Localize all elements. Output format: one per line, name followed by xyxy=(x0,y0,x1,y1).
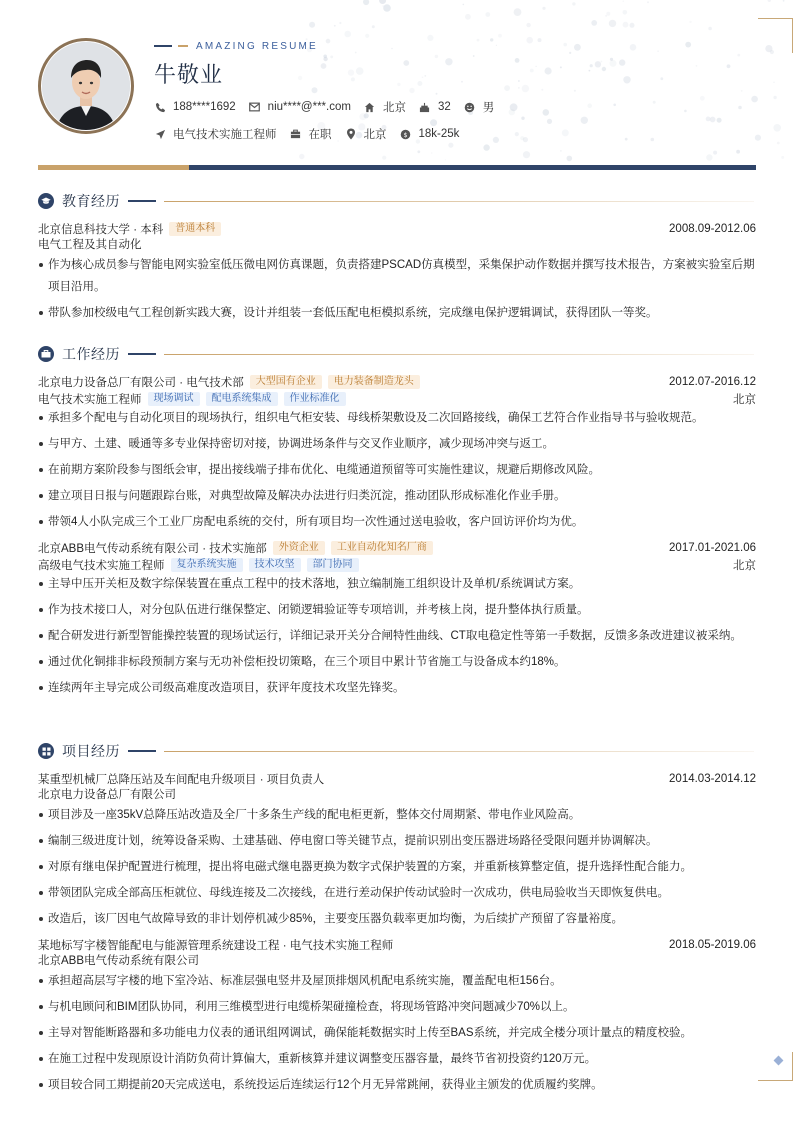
section-projects-heading xyxy=(38,741,754,761)
company-name: 北京ABB电气传动系统有限公司 · 技术实施部 xyxy=(38,542,267,555)
speckle-dot xyxy=(606,12,610,16)
speckle-dot xyxy=(323,55,327,59)
speckle-dot xyxy=(448,143,453,148)
age-text: 32 xyxy=(437,101,451,113)
speckle-dot xyxy=(574,90,576,92)
speckle-dot xyxy=(572,2,575,5)
list-item: 编制三级进度计划，统筹设备采购、土建基础、停电窗口等关键节点，提前识别出变压器进场路径受限问题并协调解决。 xyxy=(38,830,756,852)
svg-text:$: $ xyxy=(403,130,408,139)
list-item: 作为技术接口人，对分包队伍进行继保整定、闭锁逻辑验证等专项培训，并考核上岗，提升整体执行质量。 xyxy=(38,599,756,621)
speckle-dot xyxy=(590,64,593,67)
work-role-row xyxy=(38,390,756,407)
speckle-dot xyxy=(515,132,519,136)
speckle-dot xyxy=(339,22,341,24)
speckle-dot xyxy=(382,156,386,160)
age-item xyxy=(419,101,451,113)
corner-ornament-bottom xyxy=(758,1052,793,1081)
speckle-dot xyxy=(493,137,499,143)
project-date: 2018.05-2019.06 xyxy=(669,938,756,951)
speckle-dot xyxy=(653,101,656,104)
project-entry-header xyxy=(38,936,756,953)
speckle-dot xyxy=(521,117,524,120)
speckle-dot xyxy=(436,93,438,95)
speckle-dot xyxy=(403,60,409,66)
email-text: niu****@***.com xyxy=(267,101,351,113)
speckle-dot xyxy=(609,20,616,27)
speckle-dot xyxy=(623,1,624,2)
speckle-dot xyxy=(542,7,545,10)
speckle-dot xyxy=(530,69,534,73)
speckle-dot xyxy=(543,109,550,116)
role-title: 高级电气技术实施工程师 xyxy=(38,559,165,572)
speckle-dot xyxy=(595,61,601,67)
list-item: 与甲方、土建、暖通等多专业保持密切对接，协调进场条件与交叉作业顺序，减少现场冲突与返工。 xyxy=(38,433,756,455)
education-bullets xyxy=(38,254,756,324)
company-name: 北京电力设备总厂有限公司 · 电气技术部 xyxy=(38,376,244,389)
speckle-dot xyxy=(684,110,687,113)
speckle-dot xyxy=(610,60,617,67)
status-item xyxy=(290,126,332,142)
speckle-dot xyxy=(427,35,433,41)
speckle-dot xyxy=(727,64,731,68)
salary-item xyxy=(400,128,460,140)
project-bullets xyxy=(38,804,756,930)
section-education-heading xyxy=(38,191,754,211)
speckle-dot xyxy=(700,96,705,101)
gender-item xyxy=(464,99,495,115)
work-date: 2012.07-2016.12 xyxy=(669,375,756,388)
education-entry xyxy=(38,220,756,328)
briefcase-icon xyxy=(290,128,302,140)
speckle-dot xyxy=(356,67,364,75)
speckle-dot xyxy=(372,25,375,28)
company-tag: 外资企业 xyxy=(273,541,325,555)
speckle-dot xyxy=(738,106,742,110)
work-entry xyxy=(38,539,756,703)
speckle-dot xyxy=(383,4,391,12)
speckle-dot xyxy=(755,135,761,141)
speckle-dot xyxy=(417,150,420,153)
speckle-dot xyxy=(581,117,588,124)
speckle-dot xyxy=(563,43,567,47)
speckle-dot xyxy=(514,8,522,16)
cake-icon xyxy=(419,101,431,113)
list-item: 配合研发进行新型智能操控装置的现场试运行，详细记录开关分合闸特性曲线、CT取电稳定性等第一手数据，反馈多条改进建议被采纳。 xyxy=(38,625,756,647)
gender-text: 男 xyxy=(482,102,495,114)
salary-text: 18k-25k xyxy=(418,128,460,140)
project-date: 2014.03-2014.12 xyxy=(669,772,756,785)
money-icon xyxy=(400,128,412,140)
speckle-dot xyxy=(536,66,537,67)
graduation-cap-icon xyxy=(38,193,54,209)
speckle-dot xyxy=(321,63,327,69)
speckle-dot xyxy=(485,12,490,17)
tagline-text: AMAZING RESUME xyxy=(196,40,318,52)
speckle-dot xyxy=(560,150,562,152)
speckle-dot xyxy=(344,31,351,38)
speckle-dot xyxy=(647,1,649,3)
speckle-dot xyxy=(515,58,520,63)
speckle-dot xyxy=(708,27,712,31)
work-location: 北京 xyxy=(733,393,756,406)
section-work-heading xyxy=(38,344,754,364)
avatar xyxy=(42,42,130,130)
speckle-dot xyxy=(660,77,663,80)
city-text: 北京 xyxy=(382,102,406,114)
speckle-dot xyxy=(312,87,318,93)
speckle-dot xyxy=(737,54,740,57)
speckle-dot xyxy=(713,151,717,155)
list-item: 作为核心成员参与智能电网实验室低压微电网仿真课题，负责搭建PSCAD仿真模型，采集保护动作数据并撰写技术报告，方案被实验室后期项目沿用。 xyxy=(38,254,756,298)
speckle-dot xyxy=(330,56,333,59)
speckle-dot xyxy=(777,142,780,145)
speckle-dot xyxy=(625,138,628,141)
section-title-bar xyxy=(128,200,156,202)
project-name: 某重型机械厂总降压站及车间配电升级项目 · 项目负责人 xyxy=(38,773,325,786)
resume-tagline xyxy=(154,39,318,53)
work-date: 2017.01-2021.06 xyxy=(669,541,756,554)
speckle-dot xyxy=(397,83,400,86)
speckle-dot xyxy=(706,154,712,160)
speckle-dot xyxy=(518,80,520,82)
speckle-dot xyxy=(348,69,354,75)
contact-info-row xyxy=(154,99,507,115)
email-item xyxy=(249,101,351,113)
list-item: 承担多个配电与自动化项目的现场执行，组织电气柜安装、母线桥架敷设及二次回路接线，确保工艺符合作业指导书与验收规范。 xyxy=(38,407,756,429)
corner-ornament-top xyxy=(758,18,793,53)
company-tag: 电力装备制造龙头 xyxy=(328,375,420,389)
speckle-dot xyxy=(623,76,630,83)
speckle-dot xyxy=(409,88,414,93)
speckle-dot xyxy=(382,5,384,7)
speckle-dot xyxy=(773,96,776,99)
list-item: 对原有继电保护配置进行梳理，提出将电磁式继电器更换为数字式保护装置的方案，并重新核算整定值，提升选择性配合能力。 xyxy=(38,856,756,878)
speckle-dot xyxy=(541,89,543,91)
job-title-text: 电气技术实施工程师 xyxy=(173,129,277,141)
phone-item xyxy=(154,101,236,113)
section-title-rule xyxy=(164,354,754,355)
speckle-dot xyxy=(445,159,446,160)
speckle-dot xyxy=(630,23,635,28)
project-name: 某地标写字楼智能配电与能源管理系统建设工程 · 电气技术实施工程师 xyxy=(38,939,394,952)
speckle-dot xyxy=(391,48,392,49)
speckle-dot xyxy=(567,156,573,162)
work-entry-header xyxy=(38,539,756,556)
skill-tag: 部门协同 xyxy=(307,558,359,572)
status-text: 在职 xyxy=(308,129,332,141)
speckle-dot xyxy=(463,4,465,6)
speckle-dot xyxy=(490,38,493,41)
list-item: 在前期方案阶段参与图纸会审，提出接线端子排布优化、电缆通道预留等可实施性建议，规避后期修改风险。 xyxy=(38,459,756,481)
role-title: 电气技术实施工程师 xyxy=(38,393,142,406)
skill-tag: 技术攻坚 xyxy=(249,558,301,572)
speckle-dot xyxy=(424,75,426,77)
list-item: 主导对智能断路器和多功能电力仪表的通讯组网调试，确保能耗数据实时上传至BAS系统，并完成全楼分项计量点的精度校验。 xyxy=(38,1022,756,1044)
speckle-dot xyxy=(445,58,452,65)
list-item: 带领4人小队完成三个工业厂房配电系统的交付，所有项目均一次性通过送电验收，客户回访评价均为优。 xyxy=(38,511,756,533)
speckle-dot xyxy=(657,51,658,52)
work-entry xyxy=(38,373,756,537)
speckle-dot xyxy=(619,59,625,65)
list-item: 连续两年主导完成公司级高难度改造项目，获评年度技术攻坚先锋奖。 xyxy=(38,677,756,699)
education-entry-header xyxy=(38,220,756,237)
speckle-dot xyxy=(685,42,691,48)
list-item: 项目涉及一座35kV总降压站改造及全厂十多条生产线的配电柜更新，整体交付周期紧、带电作业风险高。 xyxy=(38,804,756,826)
briefcase-icon xyxy=(38,346,54,362)
speckle-dot xyxy=(773,82,774,83)
skill-tag: 现场调试 xyxy=(148,392,200,406)
company-tag: 工业自动化知名厂商 xyxy=(331,541,433,555)
location-pin-icon xyxy=(345,128,357,140)
speckle-dot xyxy=(483,144,489,150)
speckle-dot xyxy=(326,39,331,44)
speckle-dot xyxy=(783,0,785,2)
speckle-dot xyxy=(526,23,530,27)
speckle-dot xyxy=(538,38,542,42)
project-entry xyxy=(38,936,756,1100)
email-icon xyxy=(249,101,261,113)
work-bullets xyxy=(38,573,756,699)
project-entry-header xyxy=(38,770,756,787)
speckle-dot xyxy=(773,124,781,132)
speckle-dot xyxy=(613,104,616,107)
speckle-dot xyxy=(710,117,716,123)
section-title-bar xyxy=(128,750,156,752)
speckle-dot xyxy=(465,14,471,20)
education-date: 2008.09-2012.06 xyxy=(669,222,756,235)
work-bullets xyxy=(38,407,756,533)
section-title-text: 项目经历 xyxy=(62,743,120,759)
target-city-item xyxy=(345,126,387,142)
speckle-dot xyxy=(355,52,357,54)
speckle-dot xyxy=(365,34,369,38)
skill-tag: 配电系统集成 xyxy=(206,392,278,406)
list-item: 主导中压开关柜及数字综保装置在重点工程中的技术落地，独立编制施工组织设计及单机/系统调试方案。 xyxy=(38,573,756,595)
list-item: 项目较合同工期提前20天完成送电，系统投运后连续运行12个月无异常跳闸，获得业主颁发的优质履约奖牌。 xyxy=(38,1074,756,1096)
list-item: 改造后，该厂因电气故障导致的非计划停机减少85%，主要变压器负载率更加均衡，为后续扩产预留了容量裕度。 xyxy=(38,908,756,930)
project-org: 北京电力设备总厂有限公司 xyxy=(38,789,176,801)
speckle-dot xyxy=(569,52,571,54)
speckle-dot xyxy=(562,129,569,136)
speckle-dot xyxy=(522,85,529,92)
speckle-dot xyxy=(623,10,628,15)
speckle-dot xyxy=(601,61,603,63)
skill-tag: 作业标准化 xyxy=(284,392,346,406)
speckle-dot xyxy=(591,20,597,26)
speckle-dot xyxy=(496,45,497,46)
tagline-bar xyxy=(154,45,172,47)
speckle-dot xyxy=(545,67,552,74)
speckle-dot xyxy=(309,22,315,28)
speckle-dot xyxy=(298,76,302,80)
target-city-text: 北京 xyxy=(363,129,387,141)
grid-icon xyxy=(38,743,54,759)
speckle-dot xyxy=(547,119,552,124)
project-bullets xyxy=(38,970,756,1096)
send-icon xyxy=(154,128,166,140)
tagline-bar-accent xyxy=(178,45,188,47)
speckle-dot xyxy=(299,154,304,159)
speckle-dot xyxy=(523,151,530,158)
speckle-dot xyxy=(417,81,422,86)
speckle-dot xyxy=(422,77,424,79)
speckle-dot xyxy=(351,77,355,81)
list-item: 与机电顾问和BIM团队协同，利用三维模型进行电缆桥架碰撞检查，将现场管路冲突问题减少70%以上。 xyxy=(38,996,756,1018)
speckle-dot xyxy=(509,109,515,115)
speckle-dot xyxy=(498,34,502,38)
section-title-text: 工作经历 xyxy=(62,346,120,362)
speckle-dot xyxy=(518,87,519,88)
speckle-dot xyxy=(461,81,463,83)
speckle-dot xyxy=(363,0,369,5)
speckle-dot xyxy=(473,55,475,57)
phone-icon xyxy=(154,101,166,113)
speckle-dot xyxy=(477,39,480,42)
speckle-dot xyxy=(574,44,581,51)
speckle-dot xyxy=(526,37,533,44)
work-location: 北京 xyxy=(733,559,756,572)
section-title-text: 教育经历 xyxy=(62,193,120,209)
speckle-dot xyxy=(504,85,510,91)
speckle-dot xyxy=(751,96,758,103)
speckle-dot xyxy=(587,103,592,108)
speckle-dot xyxy=(334,25,336,27)
list-item: 建立项目日报与问题跟踪台账，对典型故障及解决办法进行归类沉淀，推动团队形成标准化作业手册。 xyxy=(38,485,756,507)
skill-tag: 复杂系统实施 xyxy=(171,558,243,572)
speckle-dot xyxy=(768,0,771,2)
section-title-bar xyxy=(128,353,156,355)
speckle-dot xyxy=(781,156,784,159)
header-divider-bar xyxy=(38,165,756,170)
speckle-dot xyxy=(623,22,629,28)
speckle-dot xyxy=(651,138,655,142)
list-item: 通过优化铜排非标段预制方案与无功补偿柜投切策略，在三个项目中累计节省施工与设备成本约18%。 xyxy=(38,651,756,673)
section-title-rule xyxy=(164,201,754,202)
phone-text: 188****1692 xyxy=(173,101,236,113)
project-org: 北京ABB电气传动系统有限公司 xyxy=(38,955,200,967)
speckle-dot xyxy=(717,118,722,123)
speckle-dot xyxy=(736,150,740,154)
speckle-dot xyxy=(605,15,607,17)
speckle-dot xyxy=(379,0,386,4)
home-icon xyxy=(364,101,376,113)
speckle-dot xyxy=(520,136,524,140)
work-role-row xyxy=(38,556,756,573)
candidate-name: 牛敬业 xyxy=(154,62,224,87)
speckle-dot xyxy=(689,21,691,23)
city-item xyxy=(364,99,406,115)
section-title-rule xyxy=(164,751,754,752)
company-tag: 大型国有企业 xyxy=(250,375,322,389)
job-title-item xyxy=(154,126,277,142)
project-entry xyxy=(38,770,756,934)
list-item: 带领团队完成全部高压柜就位、母线连接及二次接线，在进行差动保护传动试验时一次成功，供电局验收当天即恢复供电。 xyxy=(38,882,756,904)
speckle-dot xyxy=(435,55,438,58)
avatar-portrait-icon xyxy=(42,42,130,130)
speckle-dot xyxy=(431,152,432,153)
smiley-icon xyxy=(464,101,476,113)
degree-tag: 普通本科 xyxy=(169,222,221,236)
list-item: 承担超高层写字楼的地下室冷站、标准层强电竖井及屋顶排烟风机配电系统实施，覆盖配电柜156台。 xyxy=(38,970,756,992)
speckle-dot xyxy=(560,66,562,68)
list-item: 带队参加校级电气工程创新实践大赛，设计并组装一套低压配电柜模拟系统，完成继电保护逻辑调试，获得团队一等奖。 xyxy=(38,302,756,324)
work-entry-header xyxy=(38,373,756,390)
list-item: 在施工过程中发现原设计消防负荷计算偏大，重新核算并建议调整变压器容量，最终节省初投资约120万元。 xyxy=(38,1048,756,1070)
speckle-dot xyxy=(589,70,591,72)
speckle-dot xyxy=(741,90,743,92)
major-text: 电气工程及其自动化 xyxy=(38,239,142,251)
speckle-dot xyxy=(696,65,698,67)
job-intent-row xyxy=(154,126,472,142)
speckle-dot xyxy=(630,44,637,51)
school-name: 北京信息科技大学 · 本科 xyxy=(38,223,164,236)
speckle-dot xyxy=(602,67,606,71)
